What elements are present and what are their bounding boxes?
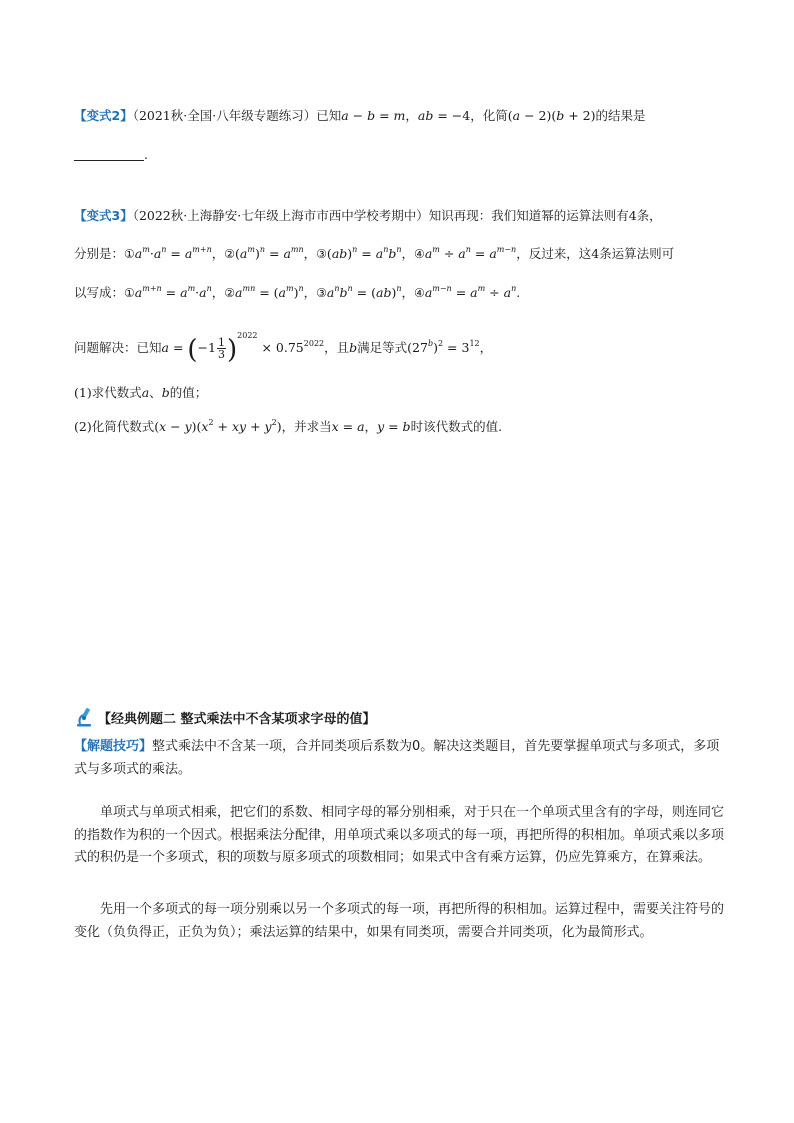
variant-3-line-1: 【变式3】（2022秋·上海静安·七年级上海市市西中学校考期中）知识再现：我们知道幂的运算法则有4条， <box>74 208 662 223</box>
answer-blank <box>74 148 144 161</box>
tip-text: 整式乘法中不含某一项，合并同类项后系数为0。解决这类题目，首先要掌握单项式与多项式，多项式与多项式的乘法。 <box>74 739 720 777</box>
question-1: (1)求代数式a、b的值； <box>74 385 208 400</box>
microscope-icon <box>74 706 96 728</box>
tip-label: 【解题技巧】 <box>74 739 153 754</box>
variant-2-tag: 【变式2】 <box>74 108 133 123</box>
variant-2-line-1: 【变式2】（2021秋·全国·八年级专题练习）已知a − b = m，ab = −4，化简(a − 2)(b + 2)的结果是 <box>74 108 646 123</box>
variant-3-line-3: 以写成：$①a^{m+n} = a^m\cdot a^n$，$②a^{mn} = (a^m)^n$，$③a^nb^n = (ab)^n$，$④a^{m-n} = a^m \div a^n$. <box>74 284 521 300</box>
variant-3-tag: 【变式3】 <box>74 208 133 223</box>
section-heading <box>74 706 376 728</box>
variant-3-problem-line: 问题解决：已知a = (−1 $\frac{1}{3}$ )$^{2022} \times 0.75^{2022}$，且b满足等式$(27^b)^2 = 3^{12}$， <box>74 331 493 365</box>
variant-3-line-2: 分别是：$①a^m\cdot a^n = a^{m+n}$，$②(a^m)^n = a^{mn}$，③(ab)$^n$ = $a^nb^n$，$④a^m \div a^n = a^{m-n}$，反过来，这4条运算法则可 <box>74 245 675 261</box>
question-2: (2)化简代数式$(x - y)(x^2$ + xy + $y^2$)，并求当x = a，y = b时该代数式的值. <box>74 418 503 434</box>
tip-paragraph <box>74 736 724 781</box>
paragraph-monomial: 单项式与单项式相乘，把它们的系数、相同字母的幂分别相乘，对于只在一个单项式里含有的字母，则连同它的指数作为积的一个因式。根据乘法分配律，用单项式乘以多项式的每一项，再把所得的积相加。单项式乘以多项式的积仍是一个多项式，积的项数与原多项式的项数相同；如果式中含有乘方运算，仍应先算乘方，在算乘法。 <box>74 805 725 865</box>
paragraph-polynomial: 先用一个多项式的每一项分别乘以另一个多项式的每一项，再把所得的积相加。运算过程中，需要关注符号的变化（负负得正，正负为负）；乘法运算的结果中，如果有同类项，需要合并同类项，化为最简形式。 <box>74 902 725 940</box>
section-title: 【经典例题二 整式乘法中不含某项求字母的值】 <box>98 711 376 727</box>
variant-2-answer-line: . <box>74 146 148 164</box>
